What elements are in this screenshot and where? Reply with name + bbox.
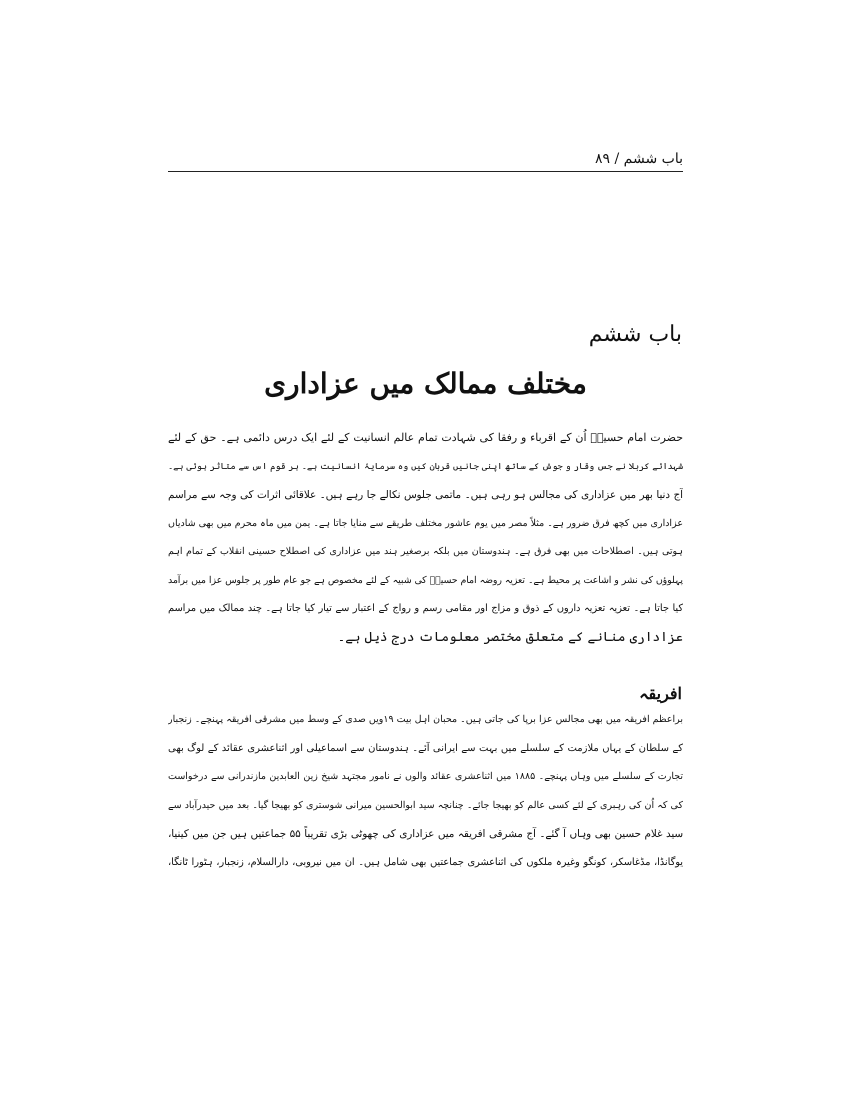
running-header [168,147,683,171]
header-rule [168,171,683,172]
text-line: عزاداری منانے کے متعلق مختصر معلومات درج ذیل ہے۔ [337,629,683,645]
body-paragraph-intro [168,424,683,652]
body-paragraph-africa [168,706,683,877]
text-line: تجارت کے سلسلے میں وہاں پہنچے۔ ۱۸۸۵ میں اثناعشری عقائد والوں نے نامور مجتہد شیخ زین العابدین مازندرانی سے درخواست [168,771,683,782]
text-line: ہوتی ہیں۔ اصطلاحات میں بھی فرق ہے۔ ہندوستان میں بلکہ برصغیر ہند میں عزاداری کی اصطلاح حسینی انقلاب کے تمام اہم [168,546,683,557]
text-line: عزاداری میں کچھ فرق ضرور ہے۔ مثلاً مصر میں یوم عاشور مختلف طریقے سے منایا جاتا ہے۔ یمن میں ماہ محرم میں بھی شادیاں [168,517,683,529]
text-line: کیا جاتا ہے۔ تعزیہ تعزیہ داروں کے ذوق و مزاج اور مقامی رسم و رواج کے اعتبار سے تیار کیا جاتا ہے۔ چند ممالک میں مراسم [168,603,683,614]
text-line: شہدائے کربلا نے جس وقار و جوش کے ساتھ اپنی جانیں قربان کیں وہ سرمایۂ انسانیت ہے۔ ہر قوم اس سے متاثر ہوئی ہے۔ [168,461,683,472]
text-line: یوگانڈا، مڈغاسکر، کونگو وغیرہ ملکوں کی اثناعشری جماعتیں بھی شامل ہیں۔ ان میں نیروبی، دارالسلام، زنجبار، ہٹورا ٹانگا، [168,856,683,868]
text-line: پہلوؤں کی نشر و اشاعت پر محیط ہے۔ تعزیہ روضہ امام حسینؑ کی شبیہ کے لئے مخصوص ہے جو عام طور پر جلوس عزا میں برآمد [168,574,683,586]
chapter-title: مختلف ممالک میں عزاداری [264,367,587,400]
text-line: براعظم افریقہ میں بھی مجالس عزا برپا کی جاتی ہیں۔ محبان اہل بیت ۱۹ویں صدی کے وسط میں مشرقی افریقہ پہنچے۔ زنجبار [168,714,683,725]
text-line: کے سلطان کے یہاں ملازمت کے سلسلے میں بہت سے ایرانی آئے۔ ہندوستان سے اسماعیلی اور اثناعشری عقائد کے لوگ بھی [168,742,683,754]
text-line: حضرت امام حسینؑ اُن کے اقرباء و رفقا کی شہادت تمام عالم انسانیت کے لئے ایک درس دائمی ہے۔ حق کے لئے [168,431,683,444]
text-line: کی کہ اُن کی رہبری کے لئے کسی عالم کو بھیجا جائے۔ چنانچہ سید ابوالحسین میرانی شوستری کو بھیجا گیا۔ بعد میں حیدرآباد سے [168,799,683,811]
chapter-label: باب ششم [588,322,682,347]
text-line: سید غلام حسین بھی وہاں آ گئے۔ آج مشرقی افریقہ میں عزاداری کی چھوٹی بڑی تقریباً ۵۵ جماعتیں ہیں جن میں کینیا، [168,828,683,840]
text-line: آج دنیا بھر میں عزاداری کی مجالس ہو رہی ہیں۔ ماتمی جلوس نکالے جا رہے ہیں۔ علاقائی اثرات کی وجہ سے مراسم [168,489,683,501]
running-head: باب ششم / ۸۹ [595,151,683,167]
section-heading: افریقہ [639,684,682,703]
